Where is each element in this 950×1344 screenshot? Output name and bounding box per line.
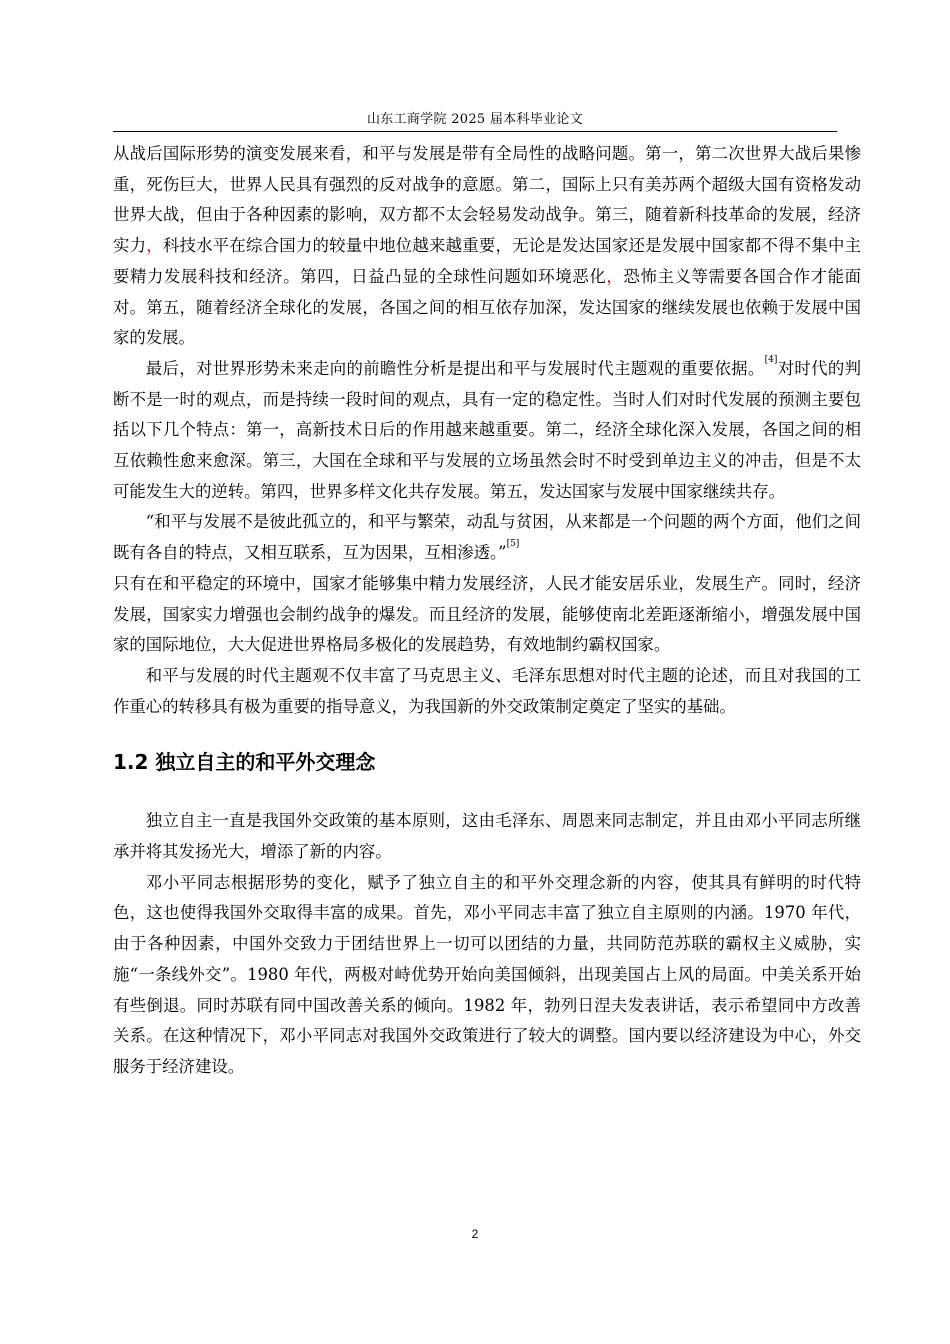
header-divider	[113, 131, 837, 132]
paragraph-quotation: “和平与发展不是彼此孤立的，和平与繁荣，动乱与贫困，从来都是一个问题的两个方面，他们之间既有各自的特点，又相互联系，互为因果，互相渗透。”[5]	[113, 512, 861, 563]
highlighted-comma: ，	[146, 236, 163, 256]
paragraph-theme-significance: 和平与发展的时代主题观不仅丰富了马克思主义、毛泽东思想对时代主题的论述，而且对我国的工作重心的转移具有极为重要的指导意义，为我国新的外交政策制定奠定了坚实的基础。	[113, 665, 861, 716]
document-body	[113, 139, 861, 1083]
paragraph-deng-diplomacy: 邓小平同志根据形势的变化，赋予了独立自主的和平外交理念新的内容，使其具有鲜明的时代特色，这也使得我国外交取得丰富的成果。首先，邓小平同志丰富了独立自主原则的内涵。1970 年代，由于各种因素，中国外交致力于团结世界上一切可以团结的力量，共同防范苏联的霸权主义威胁，实施“一条线外交”。1980 年代，两极对峙优势开始向美国倾斜，出现美国占上风的局面。中美关系开始有些倒退。同时苏联有同中国改善关系的倾向。1982 年，勃列日涅夫发表讲话，表示希望同中方改善关系。在这种情况下，邓小平同志对我国外交政策进行了较大的调整。国内要以经济建设为中心，外交服务于经济建设。	[113, 872, 861, 1076]
paragraph-independence-principle: 独立自主一直是我国外交政策的基本原则，这由毛泽东、周恩来同志制定，并且由邓小平同志所继承并将其发扬光大，增添了新的内容。	[113, 811, 861, 862]
highlighted-comma: ，	[606, 266, 624, 286]
citation-ref-4: [4]	[764, 354, 778, 365]
paragraph-postwar-situation: 从战后国际形势的演变发展来看，和平与发展是带有全局性的战略问题。第一，第二次世界大战后果惨重，死伤巨大，世界人民具有强烈的反对战争的意愿。第二，国际上只有美苏两个超级大国有资格发动世界大战，但由于各种因素的影响，双方都不太会轻易发动战争。第三，随着新科技革命的发展，经济实力，科技水平在综合国力的较量中地位越来越重要，无论是发达国家还是发展中国家都不得不集中主要精力发展科技和经济。第四，日益凸显的全球性问题如环境恶化，恐怖主义等需要各国合作才能面对。第五，随着经济全球化的发展，各国之间的相互依存加深，发达国家的继续发展也依赖于发展中国家的发展。	[113, 144, 862, 348]
citation-ref-5: [5]	[506, 539, 520, 550]
paragraph-forward-analysis: 最后，对世界形势未来走向的前瞻性分析是提出和平与发展时代主题观的重要依据。[4]对时代的判断不是一时的观点，而是持续一段时间的观点，具有一定的稳定性。当时人们对时代发展的预测主要包括以下几个特点：第一，高新技术日后的作用越来越重要。第二，经济全球化深入发展，各国之间的相互依赖性愈来愈深。第三，大国在全球和平与发展的立场虽然会时不时受到单边主义的冲击，但是不太可能发生大的逆转。第四，世界多样文化共存发展。第五，发达国家与发展中国家继续共存。	[113, 354, 862, 501]
page-number: 2	[471, 1227, 479, 1241]
paragraph-peace-stability: 只有在和平稳定的环境中，国家才能够集中精力发展经济，人民才能安居乐业，发展生产。同时，经济发展，国家实力增强也会制约战争的爆发。而且经济的发展，能够使南北差距逐渐缩小，增强发展中国家的国际地位，大大促进世界格局多极化的发展趋势，有效地制约霸权国家。	[113, 573, 861, 655]
section-heading: 1.2 独立自主的和平外交理念	[113, 750, 376, 775]
running-header: 山东工商学院 2025 届本科毕业论文	[366, 112, 584, 127]
